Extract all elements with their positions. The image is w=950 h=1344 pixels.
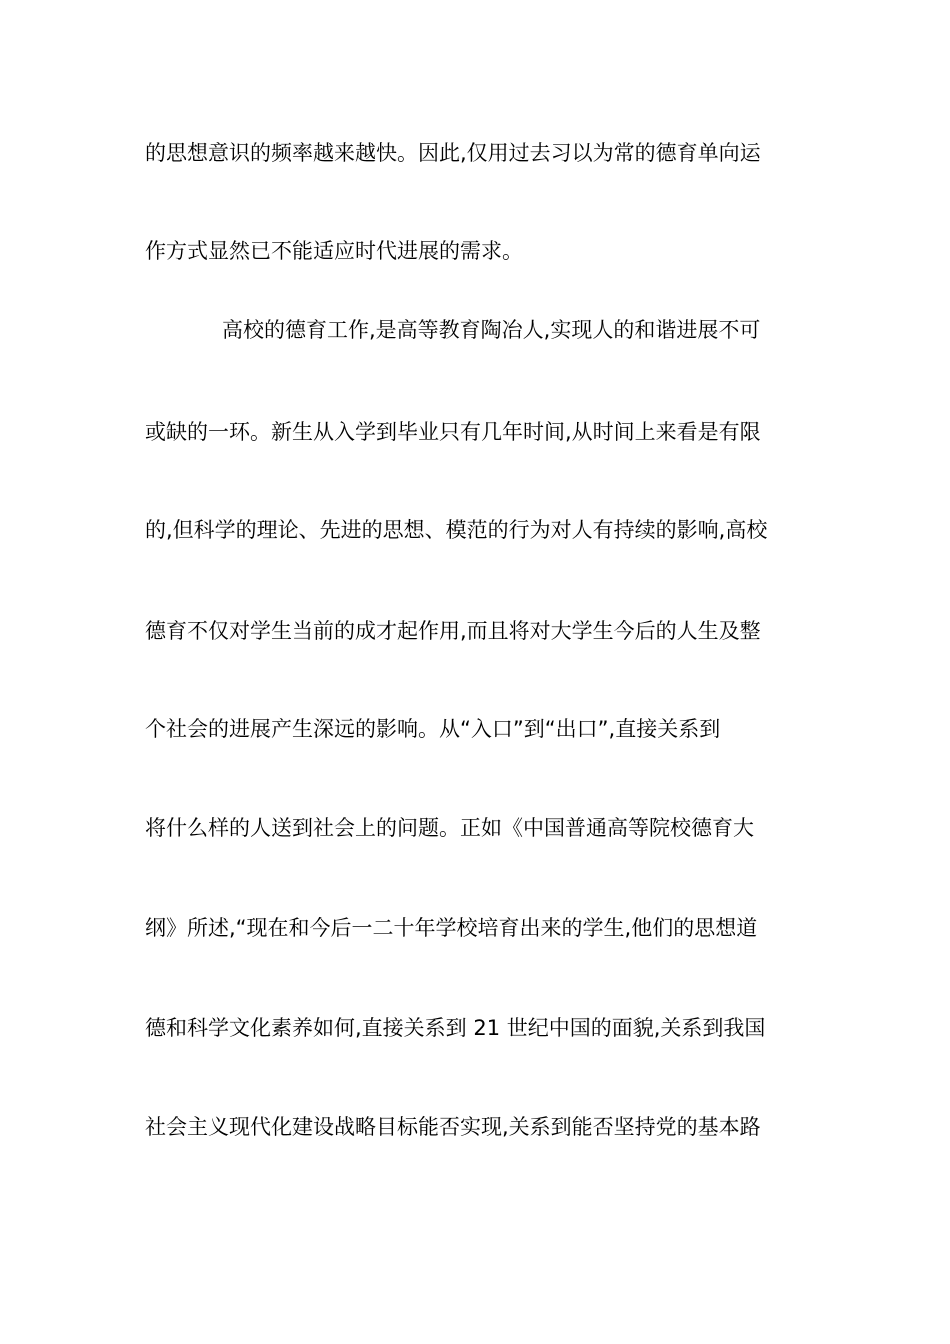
text-line: 将什么样的人送到社会上的问题。正如《中国普通高等院校德育大 [145, 816, 754, 840]
text-line: 德和科学文化素养如何,直接关系到 21 世纪中国的面貌,关系到我国 [145, 1016, 766, 1040]
text-line: 社会主义现代化建设战略目标能否实现,关系到能否坚持党的基本路 [145, 1115, 761, 1139]
text-line: 作方式显然已不能适应时代进展的需求。 [145, 239, 523, 263]
text-line: 德育不仅对学生当前的成才起作用,而且将对大学生今后的人生及整 [145, 619, 761, 643]
text-line: 个社会的进展产生深远的影响。从“入口”到“出口”,直接关系到 [145, 717, 721, 741]
text-line: 的,但科学的理论、先进的思想、模范的行为对人有持续的影响,高校 [145, 518, 768, 542]
text-line: 的思想意识的频率越来越快。因此,仅用过去习以为常的德育单向运 [145, 141, 761, 165]
text-line: 纲》所述,“现在和今后一二十年学校培育出来的学生,他们的思想道 [145, 916, 758, 940]
paragraph-first-line: 高校的德育工作,是高等教育陶冶人,实现人的和谐进展不可 [222, 318, 761, 342]
text-line: 或缺的一环。新生从入学到毕业只有几年时间,从时间上来看是有限 [145, 420, 761, 444]
